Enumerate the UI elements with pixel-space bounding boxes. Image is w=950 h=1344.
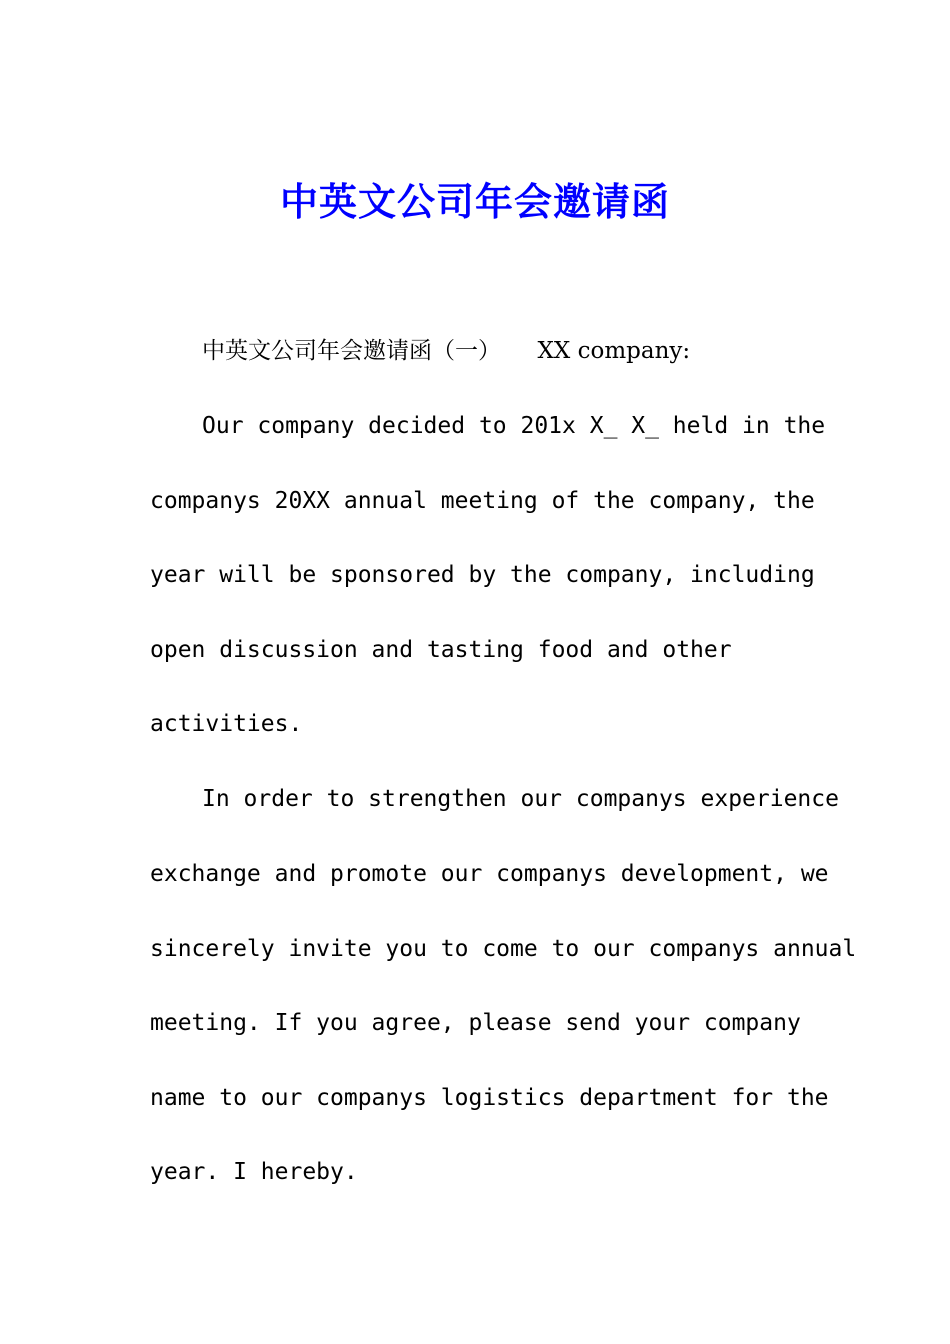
body-line: exchange and promote our companys development, we bbox=[150, 861, 829, 887]
body-line: 中英文公司年会邀请函（一） XX company: bbox=[202, 338, 691, 364]
body-line: In order to strengthen our companys experience bbox=[202, 786, 839, 812]
body-line: open discussion and tasting food and other bbox=[150, 637, 732, 663]
body-line: companys 20XX annual meeting of the company, the bbox=[150, 488, 815, 514]
body-line: year will be sponsored by the company, including bbox=[150, 562, 815, 588]
body-line: activities. bbox=[150, 711, 303, 737]
body-line: name to our companys logistics department for the bbox=[150, 1085, 829, 1111]
body-line: sincerely invite you to come to our companys annual bbox=[150, 936, 857, 962]
body-line: year. I hereby. bbox=[150, 1159, 358, 1185]
document-title: 中英文公司年会邀请函 bbox=[279, 179, 670, 224]
body-line: Our company decided to 201x X_ X_ held in the bbox=[202, 413, 826, 439]
body-line: meeting. If you agree, please send your company bbox=[150, 1010, 801, 1036]
